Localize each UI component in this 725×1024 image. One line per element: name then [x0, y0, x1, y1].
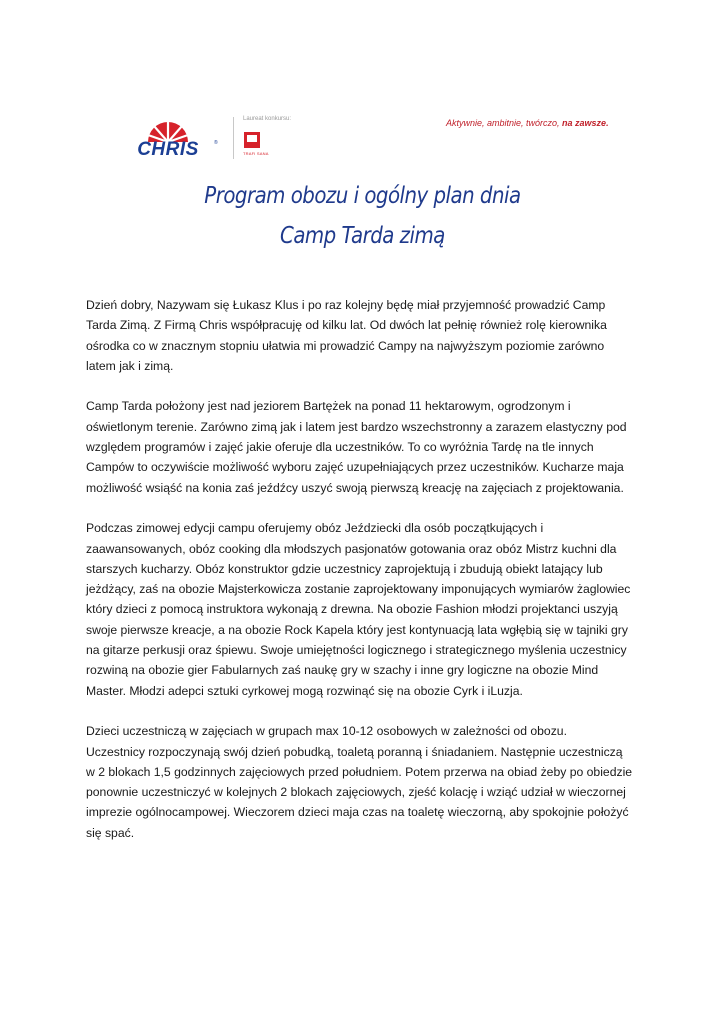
text-line: Dzieci uczestniczą w zajęciach w grupach max 10-12 osobowych w zależności od obozu. — [86, 724, 567, 739]
text-line: imprezie ogólnocampowej. Wieczorem dzieci maja czas na toaletę wieczorną, aby spokojnie położyć — [86, 805, 629, 820]
registered-mark: ® — [214, 140, 218, 146]
laureat-label: Laureat konkursu: — [243, 116, 292, 122]
header-divider — [233, 117, 234, 159]
text-line: w 2 blokach 1,5 godzinnych zajęciowych przed południem. Potem przerwa na obiad żeby po obiedzie — [86, 764, 633, 779]
paragraph-daily-plan — [86, 721, 646, 843]
text-line: starszych kucharzy. Obóz konstruktor gdzie uczestnicy zaprojektują i zbudują obiekt latający lub — [86, 561, 603, 576]
text-line: Campów to oczywiście możliwość wyboru zajęć uzupełniających przez uczestników. Kucharze maja — [86, 460, 624, 475]
text-line: Camp Tarda położony jest nad jeziorem Bartężek na ponad 11 hektarowym, ogrodzonym i — [86, 399, 571, 414]
text-line: swoje pierwsze kreacje, a na obozie Rock Kapela który jest kontynuacją lata wgłębią się w tajniki gry — [86, 622, 628, 637]
text-line: Tarda Zimą. Z Firmą Chris współpracuję od kilku lat. Od dwóch lat pełnię również rolę kierownika — [86, 318, 607, 333]
chris-logo — [118, 116, 218, 160]
text-line: możliwość wsiąść na konia zaś jeźdźcy uszyć swoją pierwszą kreację na zajęciach z projektowania. — [86, 480, 624, 495]
slogan — [446, 118, 609, 128]
slogan-main: Aktywnie, ambitnie, twórczo, — [446, 118, 563, 128]
text-line: ponownie uczestniczyć w kolejnych 2 blokach zajęciowych, zjeść kolację i wziąć udział w wieczornej — [86, 785, 626, 800]
award-label: TRAFI SANA — [243, 151, 269, 156]
document-subtitle: Camp Tarda zimą — [280, 223, 445, 249]
text-line: na gitarze perkusji oraz śpiewu. Swoje umiejętności logicznego i strategicznego myślenia uczestnicy — [86, 643, 627, 658]
text-line: jeżdżący, zaś na obozie Majsterkowicza zostanie zaprojektowany imponujących wymiarów żaglowiec — [86, 582, 631, 597]
text-line: Podczas zimowej edycji campu oferujemy obóz Jeździecki dla osób początkujących i — [86, 521, 544, 536]
logo-wordmark: CHRIS — [137, 139, 199, 160]
text-line: zaawansowanych, obóz cooking dla młodszych pasjonatów gotowania oraz obóz Mistrz kuchni dla — [86, 541, 617, 556]
text-line: Master. Młodzi adepci sztuki cyrkowej mogą rozwinąć się na obozie Cyrk i iLuzja. — [86, 683, 523, 698]
document-body — [86, 295, 646, 863]
text-line: względem programów i zajęć jakie oferuje dla uczestników. To co wyróżnia Tardę na tle innych — [86, 440, 594, 455]
paragraph-programs — [86, 518, 646, 701]
paragraph-location — [86, 396, 646, 497]
document-title: Program obozu i ogólny plan dnia — [204, 183, 521, 209]
text-line: się spać. — [86, 825, 135, 840]
text-line: Uczestnicy rozpoczynają swój dzień pobudką, toaletą poranną i śniadaniem. Następnie uczestniczą — [86, 744, 623, 759]
text-line: Dzień dobry, Nazywam się Łukasz Klus i po raz kolejny będę miał przyjemność prowadzić Camp — [86, 298, 606, 312]
text-line: oświetlonym terenie. Zarówno zimą jak i latem jest bardzo wszechstronny a zarazem elastyczny pod — [86, 419, 627, 434]
text-line: który dzieci z pomocą instruktora wykonają z drewna. Na obozie Fashion młodzi projektanci uszyją — [86, 602, 618, 617]
paragraph-intro — [86, 295, 646, 376]
text-line: ośrodka co w znacznym stopniu ułatwia mi prowadzić Campy na najwyższym poziomie zarówno — [86, 338, 605, 353]
text-line: rozwiną na obozie gier Fabularnych zaś naukę gry w szachy i inne gry logiczne na obozie Mind — [86, 663, 599, 678]
award-badge-icon — [244, 132, 260, 148]
slogan-bold: na zawsze. — [562, 118, 609, 128]
text-line: latem jak i zimą. — [86, 358, 174, 373]
